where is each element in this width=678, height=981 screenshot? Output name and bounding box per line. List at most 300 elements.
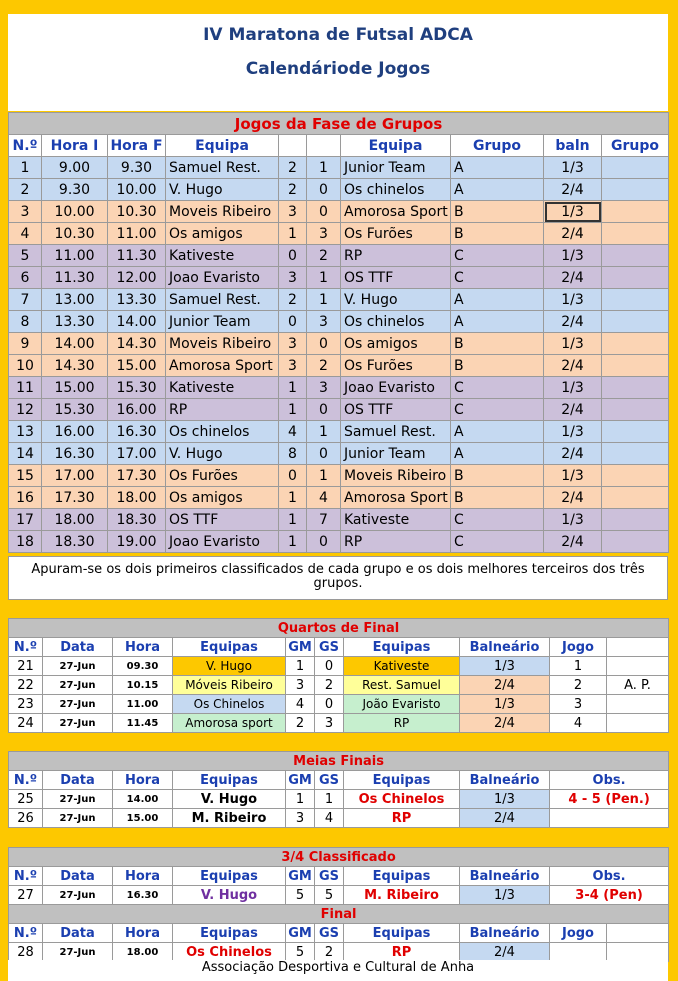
team-1: Os Chinelos [173, 695, 286, 714]
home-team: Os Furões [166, 465, 279, 487]
game-number: 3 [550, 695, 607, 714]
sf-col-obs: Obs. [550, 771, 669, 790]
locker-room: 2/4 [460, 943, 550, 962]
home-goals: 1 [279, 399, 307, 421]
end-time: 13.30 [108, 289, 166, 311]
team-2: RP [344, 714, 460, 733]
fn-col-team2: Equipas [344, 924, 460, 943]
observation [550, 943, 607, 962]
match-number: 15 [9, 465, 42, 487]
home-goals: 0 [279, 465, 307, 487]
tp-col-date: Data [43, 867, 113, 886]
home-team: Joao Evaristo [166, 531, 279, 553]
match-date: 27-Jun [43, 809, 113, 828]
match-number: 27 [9, 886, 43, 905]
locker-room: 2/4 [460, 714, 550, 733]
end-time: 16.30 [108, 421, 166, 443]
goals-for: 3 [286, 809, 315, 828]
third-place-header [9, 867, 669, 886]
tp-col-locker: Balneário [460, 867, 550, 886]
empty-cell [602, 377, 669, 399]
away-team: RP [341, 245, 451, 267]
header [8, 14, 668, 111]
observation: 3-4 (Pen) [550, 886, 669, 905]
quarter-finals-header [9, 638, 669, 657]
goals-for: 4 [286, 695, 315, 714]
match-number: 4 [9, 223, 42, 245]
game-number: 4 [550, 714, 607, 733]
table-row [9, 714, 669, 733]
match-number: 6 [9, 267, 42, 289]
end-time: 14.30 [108, 333, 166, 355]
group-letter: C [451, 509, 544, 531]
locker-room: 2/4 [544, 487, 602, 509]
locker-room: 2/4 [460, 809, 550, 828]
away-team: V. Hugo [341, 289, 451, 311]
group-letter: C [451, 531, 544, 553]
qf-col-number: N.º [9, 638, 43, 657]
end-time: 15.00 [108, 355, 166, 377]
home-goals: 3 [279, 355, 307, 377]
locker-room: 2/4 [460, 676, 550, 695]
away-goals: 1 [307, 267, 341, 289]
quarter-finals-title: Quartos de Final [9, 619, 669, 638]
home-goals: 1 [279, 509, 307, 531]
match-date: 27-Jun [43, 714, 113, 733]
table-row [9, 223, 669, 245]
observation [607, 657, 669, 676]
sf-col-gs: GS [315, 771, 344, 790]
home-team: Kativeste [166, 377, 279, 399]
col-end-time: Hora F [108, 135, 166, 157]
match-time: 11.45 [113, 714, 173, 733]
start-time: 16.00 [42, 421, 108, 443]
group-stage-header [9, 135, 669, 157]
goals-for: 2 [286, 714, 315, 733]
match-time: 16.30 [113, 886, 173, 905]
tp-col-team1: Equipas [173, 867, 286, 886]
sf-col-team1: Equipas [173, 771, 286, 790]
away-goals: 3 [307, 377, 341, 399]
group-stage-title: Jogos da Fase de Grupos [9, 113, 669, 135]
away-goals: 1 [307, 465, 341, 487]
match-number: 16 [9, 487, 42, 509]
team-1: V. Hugo [173, 657, 286, 676]
match-number: 5 [9, 245, 42, 267]
end-time: 17.00 [108, 443, 166, 465]
end-time: 14.00 [108, 311, 166, 333]
table-row [9, 790, 669, 809]
home-goals: 3 [279, 267, 307, 289]
away-goals: 0 [307, 443, 341, 465]
away-goals: 3 [307, 223, 341, 245]
end-time: 15.30 [108, 377, 166, 399]
group-letter: B [451, 355, 544, 377]
observation [550, 809, 669, 828]
away-goals: 0 [307, 201, 341, 223]
home-team: OS TTF [166, 509, 279, 531]
third-place-table [8, 847, 669, 905]
group-letter: C [451, 267, 544, 289]
match-number: 3 [9, 201, 42, 223]
end-time: 17.30 [108, 465, 166, 487]
table-row [9, 509, 669, 531]
goals-against: 1 [315, 790, 344, 809]
tp-col-time: Hora [113, 867, 173, 886]
fn-col-date: Data [43, 924, 113, 943]
col-home-team: Equipa [166, 135, 279, 157]
end-time: 16.00 [108, 399, 166, 421]
empty-cell [602, 223, 669, 245]
locker-room: 2/4 [544, 179, 602, 201]
table-row [9, 245, 669, 267]
group-letter: B [451, 465, 544, 487]
observation [607, 695, 669, 714]
team-2: Rest. Samuel [344, 676, 460, 695]
fn-col-number: N.º [9, 924, 43, 943]
team-1: V. Hugo [173, 886, 286, 905]
table-row [9, 421, 669, 443]
match-number: 26 [9, 809, 43, 828]
final-title: Final [9, 905, 669, 924]
quarter-finals-table [8, 618, 669, 733]
group-letter: C [451, 245, 544, 267]
away-goals: 2 [307, 355, 341, 377]
group-letter: A [451, 421, 544, 443]
team-1: V. Hugo [173, 790, 286, 809]
fn-col-team1: Equipas [173, 924, 286, 943]
home-team: Moveis Ribeiro [166, 201, 279, 223]
home-team: Samuel Rest. [166, 157, 279, 179]
fn-col-gs: GS [315, 924, 344, 943]
locker-room: 1/3 [544, 509, 602, 531]
qf-col-gs: GS [315, 638, 344, 657]
table-row [9, 531, 669, 553]
team-2: João Evaristo [344, 695, 460, 714]
goals-for: 1 [286, 657, 315, 676]
locker-room: 1/3 [544, 333, 602, 355]
qualification-note: Apuram-se os dois primeiros classificados de cada grupo e os dois melhores terceiros dos três grupos. [8, 556, 668, 600]
empty-cell [602, 399, 669, 421]
start-time: 15.30 [42, 399, 108, 421]
empty-cell [602, 201, 669, 223]
match-time: 15.00 [113, 809, 173, 828]
away-goals: 0 [307, 531, 341, 553]
fn-col-gm: GM [286, 924, 315, 943]
sf-col-locker: Balneário [460, 771, 550, 790]
away-goals: 2 [307, 245, 341, 267]
goals-for: 1 [286, 790, 315, 809]
sf-col-time: Hora [113, 771, 173, 790]
home-team: Os chinelos [166, 421, 279, 443]
semi-finals-header [9, 771, 669, 790]
home-goals: 2 [279, 289, 307, 311]
fn-col-empty [607, 924, 669, 943]
start-time: 14.30 [42, 355, 108, 377]
away-goals: 4 [307, 487, 341, 509]
group-letter: A [451, 289, 544, 311]
empty-cell [602, 157, 669, 179]
team-1: Móveis Ribeiro [173, 676, 286, 695]
team-2: Os Chinelos [344, 790, 460, 809]
empty-cell [602, 465, 669, 487]
home-team: Junior Team [166, 311, 279, 333]
match-time: 11.00 [113, 695, 173, 714]
group-letter: B [451, 223, 544, 245]
home-goals: 1 [279, 377, 307, 399]
locker-room: 2/4 [544, 399, 602, 421]
tp-col-obs: Obs. [550, 867, 669, 886]
empty-cell [602, 333, 669, 355]
fn-col-game: Jogo [550, 924, 607, 943]
away-team: Kativeste [341, 509, 451, 531]
table-row [9, 657, 669, 676]
page-subtitle: Calendáriode Jogos [245, 59, 431, 79]
match-time: 10.15 [113, 676, 173, 695]
table-row [9, 201, 669, 223]
locker-room: 1/3 [544, 157, 602, 179]
locker-room: 1/3 [460, 790, 550, 809]
away-team: Amorosa Sport [341, 487, 451, 509]
goals-for: 5 [286, 886, 315, 905]
home-team: RP [166, 399, 279, 421]
home-goals: 1 [279, 531, 307, 553]
end-time: 12.00 [108, 267, 166, 289]
match-number: 11 [9, 377, 42, 399]
table-row [9, 311, 669, 333]
game-number: 1 [550, 657, 607, 676]
col-number: N.º [9, 135, 42, 157]
table-row [9, 465, 669, 487]
empty-cell [602, 311, 669, 333]
match-number: 17 [9, 509, 42, 531]
locker-room: 2/4 [544, 223, 602, 245]
away-goals: 3 [307, 311, 341, 333]
col-locker: baln [544, 135, 602, 157]
home-goals: 4 [279, 421, 307, 443]
table-row [9, 943, 669, 962]
team-1: Amorosa sport [173, 714, 286, 733]
qf-col-time: Hora [113, 638, 173, 657]
match-number: 8 [9, 311, 42, 333]
game-number: 2 [550, 676, 607, 695]
col-group: Grupo [451, 135, 544, 157]
empty-cell [607, 943, 669, 962]
table-row [9, 179, 669, 201]
match-date: 27-Jun [43, 790, 113, 809]
away-goals: 7 [307, 509, 341, 531]
start-time: 18.00 [42, 509, 108, 531]
empty-cell [602, 289, 669, 311]
home-team: V. Hugo [166, 443, 279, 465]
qf-col-obs [607, 638, 669, 657]
goals-against: 0 [315, 657, 344, 676]
home-team: Joao Evaristo [166, 267, 279, 289]
home-team: Os amigos [166, 487, 279, 509]
empty-cell [602, 509, 669, 531]
col-start-time: Hora I [42, 135, 108, 157]
match-number: 9 [9, 333, 42, 355]
home-goals: 0 [279, 311, 307, 333]
tp-col-gm: GM [286, 867, 315, 886]
goals-for: 3 [286, 676, 315, 695]
col-away-goals [307, 135, 341, 157]
end-time: 9.30 [108, 157, 166, 179]
home-goals: 2 [279, 157, 307, 179]
empty-cell [602, 267, 669, 289]
match-number: 23 [9, 695, 43, 714]
goals-against: 3 [315, 714, 344, 733]
col-away-team: Equipa [341, 135, 451, 157]
home-goals: 1 [279, 223, 307, 245]
end-time: 10.30 [108, 201, 166, 223]
match-number: 18 [9, 531, 42, 553]
locker-room: 2/4 [544, 311, 602, 333]
group-letter: A [451, 157, 544, 179]
match-time: 14.00 [113, 790, 173, 809]
qf-col-game: Jogo [550, 638, 607, 657]
away-team: OS TTF [341, 399, 451, 421]
footer: Associação Desportiva e Cultural de Anha [8, 960, 668, 981]
match-date: 27-Jun [43, 886, 113, 905]
col-group-2: Grupo [602, 135, 669, 157]
locker-room: 2/4 [544, 355, 602, 377]
locker-room: 1/3 [544, 245, 602, 267]
away-team: Junior Team [341, 443, 451, 465]
home-goals: 0 [279, 245, 307, 267]
start-time: 13.30 [42, 311, 108, 333]
away-goals: 1 [307, 289, 341, 311]
locker-room: 2/4 [544, 531, 602, 553]
empty-cell [602, 355, 669, 377]
goals-for: 5 [286, 943, 315, 962]
table-row [9, 676, 669, 695]
locker-room: 1/3 [544, 421, 602, 443]
observation: A. P. [607, 676, 669, 695]
table-row [9, 355, 669, 377]
away-team: Os Furões [341, 355, 451, 377]
observation [607, 714, 669, 733]
away-team: Amorosa Sport [341, 201, 451, 223]
match-number: 7 [9, 289, 42, 311]
group-letter: B [451, 333, 544, 355]
start-time: 9.00 [42, 157, 108, 179]
away-goals: 0 [307, 333, 341, 355]
home-goals: 2 [279, 179, 307, 201]
home-team: Moveis Ribeiro [166, 333, 279, 355]
empty-cell [602, 443, 669, 465]
away-team: Samuel Rest. [341, 421, 451, 443]
away-team: OS TTF [341, 267, 451, 289]
team-2: RP [344, 809, 460, 828]
locker-room: 1/3 [460, 886, 550, 905]
tp-col-team2: Equipas [344, 867, 460, 886]
empty-cell [602, 245, 669, 267]
home-team: Samuel Rest. [166, 289, 279, 311]
goals-against: 2 [315, 943, 344, 962]
team-2: Kativeste [344, 657, 460, 676]
qf-col-gm: GM [286, 638, 315, 657]
table-row [9, 809, 669, 828]
observation: 4 - 5 (Pen.) [550, 790, 669, 809]
final-header [9, 924, 669, 943]
tp-col-number: N.º [9, 867, 43, 886]
away-team: Os chinelos [341, 179, 451, 201]
goals-against: 0 [315, 695, 344, 714]
end-time: 10.00 [108, 179, 166, 201]
locker-room: 1/3 [544, 465, 602, 487]
start-time: 15.00 [42, 377, 108, 399]
qf-col-team1: Equipas [173, 638, 286, 657]
col-home-goals [279, 135, 307, 157]
match-time: 18.00 [113, 943, 173, 962]
start-time: 11.30 [42, 267, 108, 289]
match-number: 22 [9, 676, 43, 695]
locker-room: 1/3 [460, 695, 550, 714]
start-time: 11.00 [42, 245, 108, 267]
semi-finals-title: Meias Finais [9, 752, 669, 771]
match-date: 27-Jun [43, 695, 113, 714]
away-goals: 1 [307, 421, 341, 443]
start-time: 10.30 [42, 223, 108, 245]
sf-col-date: Data [43, 771, 113, 790]
home-goals: 1 [279, 487, 307, 509]
start-time: 13.00 [42, 289, 108, 311]
table-row [9, 333, 669, 355]
group-stage-table [8, 112, 669, 553]
home-goals: 8 [279, 443, 307, 465]
home-goals: 3 [279, 201, 307, 223]
group-letter: A [451, 311, 544, 333]
table-row [9, 487, 669, 509]
locker-room: 1/3 [544, 289, 602, 311]
empty-cell [602, 531, 669, 553]
locker-room: 1/3 [544, 377, 602, 399]
group-letter: C [451, 399, 544, 421]
match-date: 27-Jun [43, 676, 113, 695]
end-time: 11.00 [108, 223, 166, 245]
table-row [9, 157, 669, 179]
start-time: 17.00 [42, 465, 108, 487]
end-time: 18.30 [108, 509, 166, 531]
home-goals: 3 [279, 333, 307, 355]
group-letter: A [451, 179, 544, 201]
match-number: 13 [9, 421, 42, 443]
table-row [9, 443, 669, 465]
goals-against: 5 [315, 886, 344, 905]
home-team: Amorosa Sport [166, 355, 279, 377]
away-team: Os amigos [341, 333, 451, 355]
start-time: 9.30 [42, 179, 108, 201]
table-row [9, 267, 669, 289]
match-number: 2 [9, 179, 42, 201]
tp-col-gs: GS [315, 867, 344, 886]
home-team: Os amigos [166, 223, 279, 245]
team-2: M. Ribeiro [344, 886, 460, 905]
group-letter: B [451, 201, 544, 223]
away-team: Os Furões [341, 223, 451, 245]
qf-col-team2: Equipas [344, 638, 460, 657]
match-number: 1 [9, 157, 42, 179]
start-time: 17.30 [42, 487, 108, 509]
end-time: 19.00 [108, 531, 166, 553]
locker-room: 1/3 [460, 657, 550, 676]
home-team: V. Hugo [166, 179, 279, 201]
match-number: 12 [9, 399, 42, 421]
empty-cell [602, 487, 669, 509]
home-team: Kativeste [166, 245, 279, 267]
empty-cell [602, 179, 669, 201]
